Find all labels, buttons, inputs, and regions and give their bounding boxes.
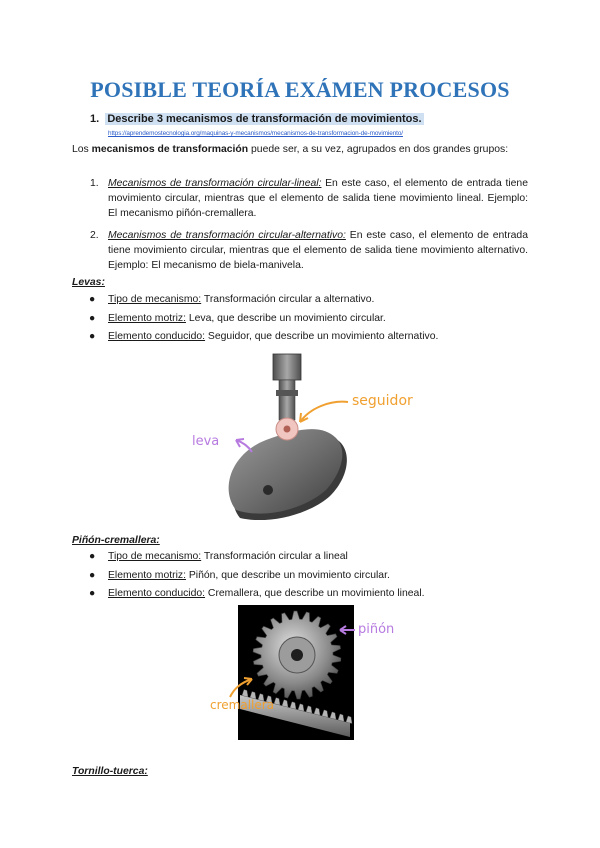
bullet-icon: ● xyxy=(89,312,96,324)
intro-post: puede ser, a su vez, agrupados en dos grandes grupos: xyxy=(248,144,509,155)
cam-shaft xyxy=(263,485,273,495)
bullet-icon: ● xyxy=(89,588,96,599)
list-item xyxy=(72,568,528,587)
group-number: 1. xyxy=(90,178,99,189)
tornillo-heading: Tornillo-tuerca: xyxy=(72,766,148,777)
item-text: Transformación circular a lineal xyxy=(201,551,348,562)
group-number: 2. xyxy=(90,230,99,241)
bullet-icon: ● xyxy=(89,294,96,305)
item-label: Elemento conducido: xyxy=(108,331,206,342)
seguidor-label: seguidor xyxy=(352,393,413,409)
list-item xyxy=(72,292,528,311)
item-label: Tipo de mecanismo: xyxy=(108,551,202,562)
page-title: POSIBLE TEORÍA EXÁMEN PROCESOS xyxy=(90,77,510,102)
group-text: En este caso, el elemento de entrada tiene movimiento circular, mientras que el elemento de salida tiene movimiento alternativo. Ejemplo: El mecanismo de biela-manivela. xyxy=(108,230,528,272)
cam-shape xyxy=(229,429,343,514)
pinon-list xyxy=(72,549,528,605)
list-item xyxy=(72,586,528,605)
item-label: Elemento motriz: xyxy=(108,312,186,324)
bullet-icon: ● xyxy=(89,569,96,581)
question-heading xyxy=(90,112,424,128)
rack-label: cremallera xyxy=(210,698,275,712)
group-label: Mecanismos de transformación circular-alternativo: xyxy=(108,230,346,241)
leva-label: leva xyxy=(192,434,220,449)
question-text: Describe 3 mecanismos de transformación de movimientos. xyxy=(107,113,422,125)
item-text: Piñón, que describe un movimiento circular. xyxy=(185,569,390,581)
item-text: Leva, que describe un movimiento circular. xyxy=(185,312,386,324)
item-text: Seguidor, que describe un movimiento alternativo. xyxy=(205,331,439,342)
gear-hole xyxy=(291,649,303,661)
follower-housing xyxy=(273,354,301,380)
cam-follower-figure xyxy=(180,350,430,520)
follower-rod xyxy=(279,380,295,420)
item-label: Tipo de mecanismo: xyxy=(108,294,202,305)
intro-paragraph xyxy=(72,142,528,157)
source-link[interactable]: https://aprendemostecnologia.org/maquinas-y-mecanismos/mecanismos-de-transformacion-de-movimiento/ xyxy=(108,130,403,137)
bullet-icon: ● xyxy=(89,331,96,342)
item-text: Cremallera, que describe un movimiento lineal. xyxy=(205,588,425,599)
item-text: Transformación circular a alternativo. xyxy=(201,294,375,305)
group-label: Mecanismos de transformación circular-lineal: xyxy=(108,178,322,189)
intro-bold: mecanismos de transformación xyxy=(91,144,249,155)
question-number: 1. xyxy=(90,113,100,125)
group-item xyxy=(72,228,528,273)
item-label: Elemento conducido: xyxy=(108,588,206,599)
list-item xyxy=(72,311,528,330)
group-item xyxy=(72,176,528,228)
group-text: En este caso, el elemento de entrada tiene movimiento circular, mientras que el elemento de salida tiene movimiento lineal. Ejemplo: El mecanismo piñón-cremallera. xyxy=(108,178,528,220)
bullet-icon: ● xyxy=(89,551,96,562)
item-label: Elemento motriz: xyxy=(108,569,186,581)
pinion-label: piñón xyxy=(358,622,395,637)
list-item xyxy=(72,549,528,568)
list-item xyxy=(72,329,528,348)
rack-pinion-figure xyxy=(200,605,400,740)
follower-collar xyxy=(276,390,298,396)
intro-pre: Los xyxy=(72,144,92,155)
levas-list xyxy=(72,292,528,348)
pinon-heading: Piñón-cremallera: xyxy=(72,535,160,546)
levas-heading: Levas: xyxy=(72,277,105,288)
groups-list xyxy=(72,176,528,273)
